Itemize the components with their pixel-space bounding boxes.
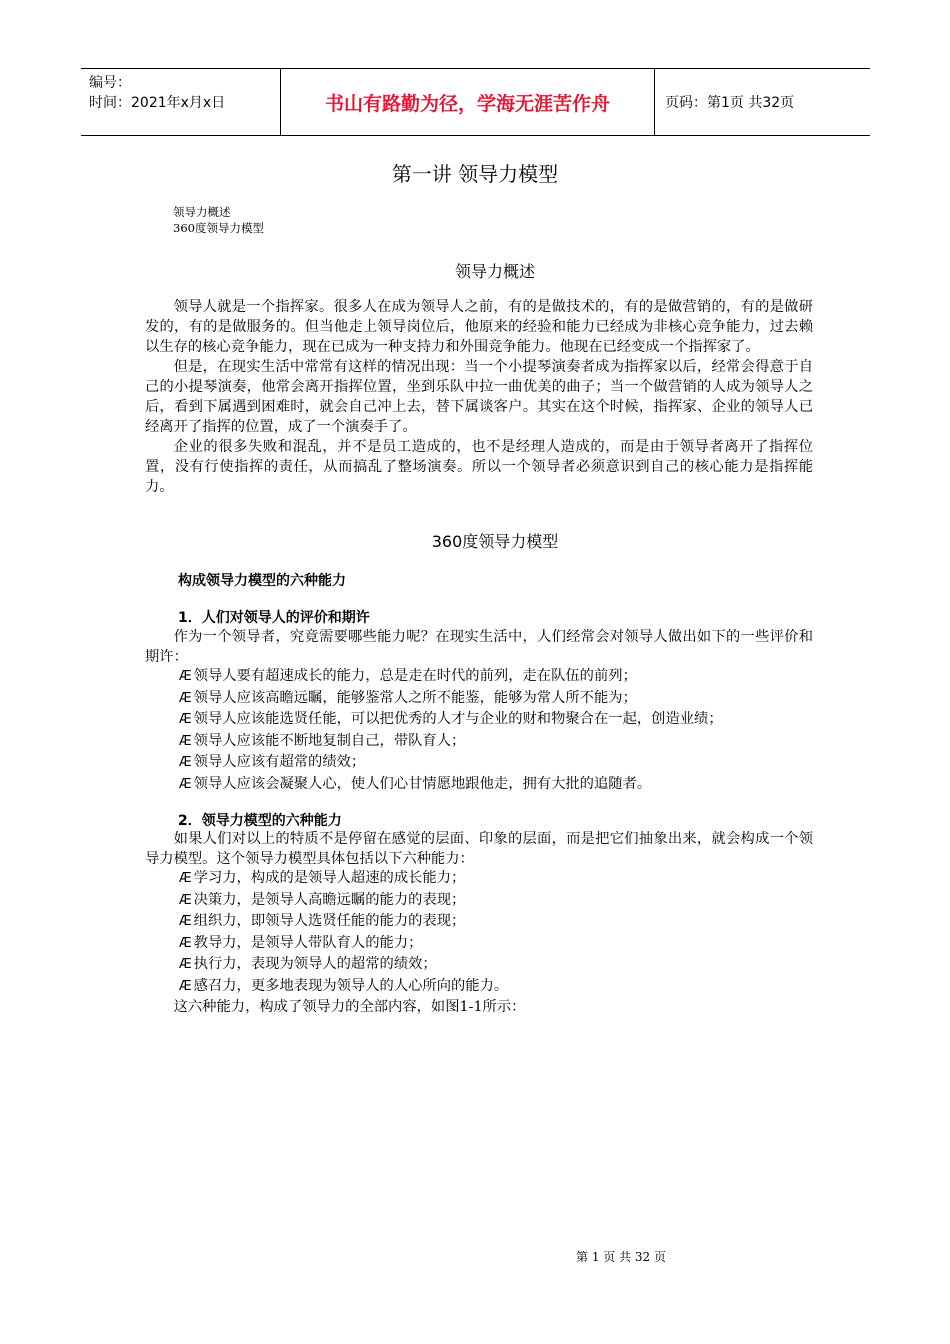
bullet-icon: Æ — [179, 914, 192, 929]
page-header — [81, 68, 870, 136]
part1-list — [145, 666, 825, 795]
table-of-contents — [173, 204, 264, 236]
list-item: Æ 组织力，即领导人选贤任能的能力的表现； — [179, 913, 466, 929]
date-label: 时间：2021年x月x日 — [89, 95, 226, 111]
list-item: Æ 感召力，更多地表现为领导人的人心所向的能力。 — [179, 977, 509, 994]
bullet-icon: Æ — [179, 669, 192, 684]
part2-heading: 2．领导力模型的六种能力 — [178, 813, 342, 829]
part1-heading: 1．人们对领导人的评价和期许 — [178, 610, 370, 626]
paragraph: 如果人们对以上的特质不是停留在感觉的层面、印象的层面，而是把它们抽象出来，就会构成一个领导力模型。这个领导力模型具体包括以下六种能力： — [145, 831, 813, 867]
header-page-number: 页码：第1页 共32页 — [665, 95, 795, 111]
paragraph: 作为一个领导者，究竟需要哪些能力呢？在现实生活中，人们经常会对领导人做出如下的一些评价和期许： — [145, 629, 813, 665]
bullet-icon: Æ — [179, 690, 192, 706]
toc-item: 360度领导力模型 — [173, 221, 264, 235]
bullet-icon: Æ — [179, 776, 192, 792]
list-item: Æ 领导人应该能不断地复制自己，带队育人； — [179, 732, 466, 749]
paragraph: 企业的很多失败和混乱，并不是员工造成的，也不是经理人造成的，而是由于领导者离开了指挥位置，没有行使指挥的责任，从而搞乱了整场演奏。所以一个领导者必须意识到自己的核心能力是指挥能力。 — [145, 439, 813, 495]
list-item: Æ 执行力，表现为领导人的超常的绩效； — [179, 956, 437, 972]
toc-item: 领导力概述 — [173, 205, 231, 219]
list-item: Æ 决策力，是领导人高瞻远瞩的能力的表现； — [179, 891, 466, 908]
list-item: Æ 领导人应该高瞻远瞩，能够鉴常人之所不能鉴，能够为常人所不能为； — [179, 689, 637, 706]
section-overview-body — [145, 297, 813, 497]
part2-list — [145, 868, 825, 1018]
subheading-six-abilities: 构成领导力模型的六种能力 — [178, 573, 346, 589]
list-item: Æ 学习力，构成的是领导人超速的成长能力； — [179, 870, 466, 886]
bullet-icon: Æ — [179, 892, 192, 908]
doc-number-label: 编号： — [89, 75, 131, 91]
bullet-icon: Æ — [179, 935, 192, 951]
bullet-icon: Æ — [179, 733, 192, 749]
section-heading-360-model: 360度领导力模型 — [431, 532, 559, 551]
paragraph: 但是，在现实生活中常常有这样的情况出现：当一个小提琴演奏者成为指挥家以后，经常会得意于自己的小提琴演奏，他常会离开指挥位置，坐到乐队中拉一曲优美的曲子；当一个做营销的人成为领导人之后，看到下属遇到困难时，就会自己冲上去，替下属谈客户。其实在这个时候，指挥家、企业的领导人已经离开了指挥的位置，成了一个演奏手了。 — [145, 359, 813, 435]
part2-intro — [145, 829, 813, 869]
list-item: Æ 领导人应该能选贤任能，可以把优秀的人才与企业的财和物聚合在一起，创造业绩； — [179, 711, 723, 727]
bullet-icon: Æ — [179, 871, 192, 886]
page-title: 第一讲 领导力模型 — [391, 162, 559, 186]
list-item: Æ 领导人应该有超常的绩效； — [179, 754, 366, 770]
header-meta — [81, 69, 281, 135]
section-heading-overview: 领导力概述 — [454, 262, 535, 281]
bullet-icon: Æ — [179, 755, 192, 770]
list-item: Æ 领导人要有超速成长的能力，总是走在时代的前列，走在队伍的前列； — [179, 668, 637, 684]
bullet-icon: Æ — [179, 712, 192, 727]
list-item: Æ 领导人应该会凝聚人心，使人们心甘情愿地跟他走，拥有大批的追随者。 — [179, 775, 652, 792]
list-item: Æ 教导力，是领导人带队育人的能力； — [179, 934, 423, 951]
header-motto: 书山有路勤为径，学海无涯苦作舟 — [281, 69, 655, 135]
part1-intro — [145, 627, 813, 667]
closing-sentence: 这六种能力，构成了领导力的全部内容，如图1-1所示： — [173, 999, 526, 1015]
bullet-icon: Æ — [179, 978, 192, 994]
page-footer: 第 1 页 共 32 页 — [576, 1250, 666, 1264]
bullet-icon: Æ — [179, 957, 192, 972]
paragraph: 领导人就是一个指挥家。很多人在成为领导人之前，有的是做技术的，有的是做营销的，有的是做研发的，有的是做服务的。但当他走上领导岗位后，他原来的经验和能力已经成为非核心竞争能力，过去赖以生存的核心竞争能力，现在已成为一种支持力和外围竞争能力。他现在已经变成一个指挥家了。 — [145, 299, 813, 355]
